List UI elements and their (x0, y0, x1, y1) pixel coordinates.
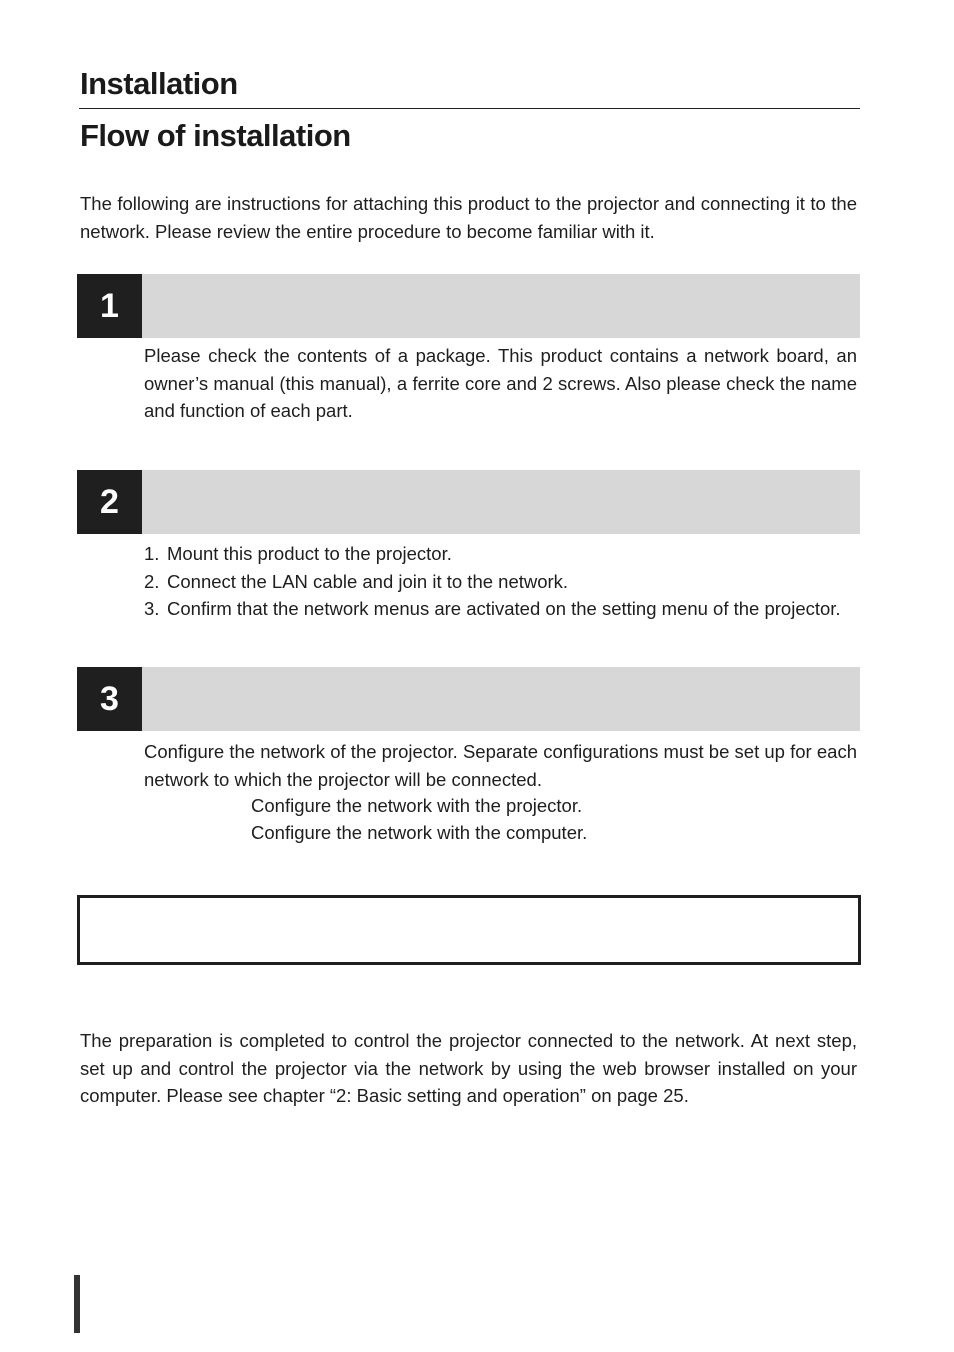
margin-marker (74, 1275, 80, 1333)
list-item: 3. Confirm that the network menus are activated on the setting menu of the projector. (144, 598, 841, 619)
intro-paragraph: The following are instructions for attaching this product to the projector and connecting it to the network. Please review the entire procedure to become familiar with it. (80, 193, 857, 242)
section-title: Installation (80, 66, 238, 101)
title-divider (79, 108, 860, 109)
outro-paragraph: The preparation is completed to control the projector connected to the network. At next step, set up and control the projector via the network by using the web browser installed on your computer. Please see chapter “2: Basic setting and operation” on page 25. (80, 1030, 857, 1106)
list-item: 1. Mount this product to the projector. (144, 543, 452, 564)
step-3-text: Configure the network of the projector. Separate configurations must be set up for each network to which the projector will be connected. (144, 741, 857, 790)
step-2-number: 2 (77, 470, 142, 534)
step-2-header (77, 470, 860, 534)
step-1-text: Please check the contents of a package. This product contains a network board, an owner’s manual (this manual), a ferrite core and 2 screws. Also please check the name and function of each part. (144, 345, 857, 421)
completion-box (77, 895, 861, 965)
page-title: Flow of installation (80, 118, 351, 153)
list-item: 2. Connect the LAN cable and join it to the network. (144, 570, 569, 592)
step-1-header (77, 274, 860, 338)
step-3-option: Configure the network with the computer. (251, 822, 588, 843)
step-1-number: 1 (77, 274, 142, 338)
step-3-option: Configure the network with the projector. (251, 795, 583, 816)
step-2-list (144, 540, 857, 623)
step-3-number: 3 (77, 667, 142, 731)
step-3-header (77, 667, 860, 731)
